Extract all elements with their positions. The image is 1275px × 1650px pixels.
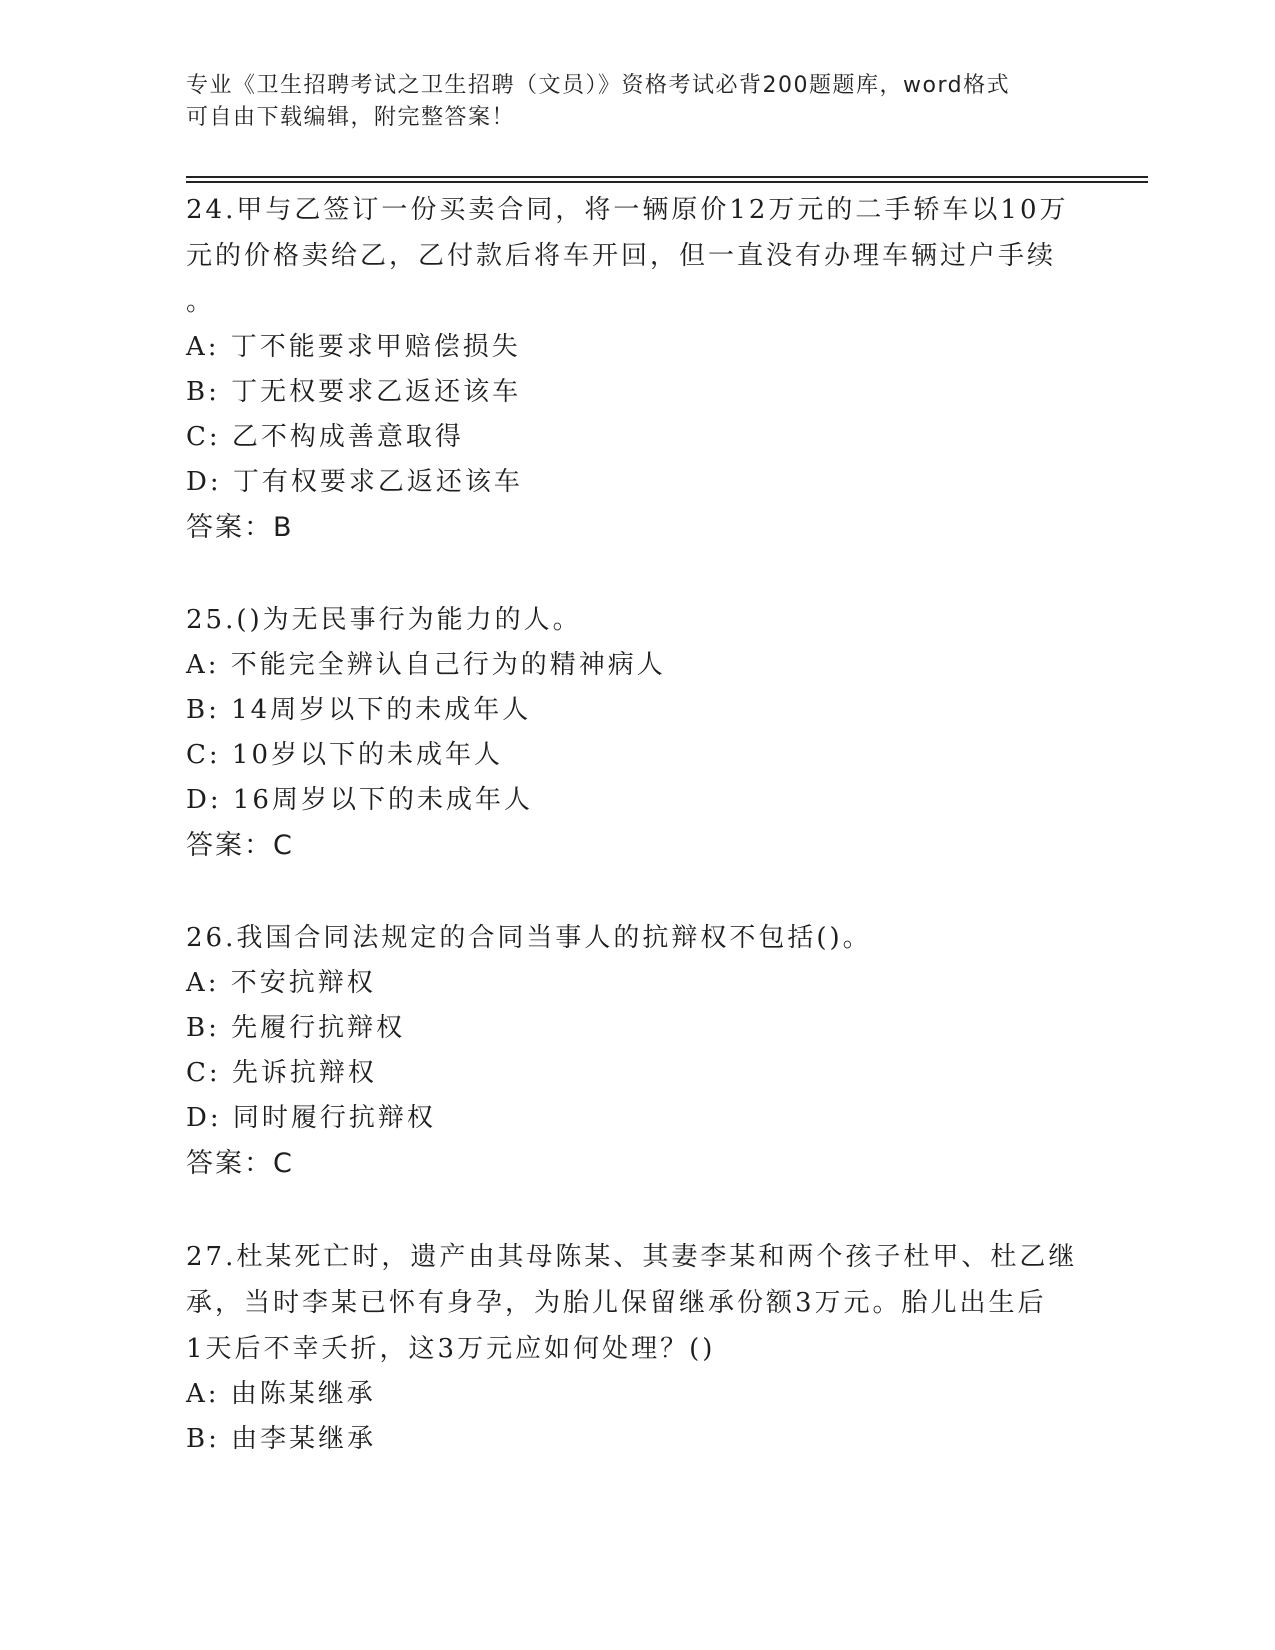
answer-line: 答案：B xyxy=(186,512,294,543)
option-b: B: 14周岁以下的未成年人 xyxy=(186,695,532,725)
header-line-2: 可自由下载编辑，附完整答案！ xyxy=(186,105,516,130)
header-line-1: 专业《卫生招聘考试之卫生招聘（文员）》资格考试必背200题题库，word格式 xyxy=(186,73,1011,98)
question-stem-line: 24.甲与乙签订一份买卖合同，将一辆原价12万元的二手轿车以10万 xyxy=(186,195,1069,225)
option-b: B: 丁无权要求乙返还该车 xyxy=(186,377,522,407)
question-stem-line: 25.()为无民事行为能力的人。 xyxy=(186,605,582,635)
document-header xyxy=(186,70,1086,134)
question-25 xyxy=(186,597,1086,869)
question-stem-line: 承，当时李某已怀有身孕，为胎儿保留继承份额3万元。胎儿出生后 xyxy=(186,1288,1047,1318)
question-stem-line: 26.我国合同法规定的合同当事人的抗辩权不包括()。 xyxy=(186,923,872,953)
question-26 xyxy=(186,915,1086,1187)
option-b: B: 先履行抗辩权 xyxy=(186,1013,406,1043)
option-a: A: 丁不能要求甲赔偿损失 xyxy=(186,332,521,362)
option-a: A: 不安抗辩权 xyxy=(186,968,376,998)
question-27 xyxy=(186,1234,1086,1462)
question-stem-line: 元的价格卖给乙，乙付款后将车开回，但一直没有办理车辆过户手续 xyxy=(186,241,1057,271)
answer-line: 答案：C xyxy=(186,1148,294,1179)
option-d: D: 同时履行抗辩权 xyxy=(186,1103,436,1133)
header-divider-bottom xyxy=(186,181,1148,183)
question-stem-line: 27.杜某死亡时，遗产由其母陈某、其妻李某和两个孩子杜甲、杜乙继 xyxy=(186,1242,1078,1272)
option-c: C: 10岁以下的未成年人 xyxy=(186,740,504,770)
option-b: B: 由李某继承 xyxy=(186,1424,377,1454)
question-stem-line: 。 xyxy=(186,287,216,317)
option-a: A: 不能完全辨认自己行为的精神病人 xyxy=(186,650,666,680)
question-stem-line: 1天后不幸夭折，这3万元应如何处理？() xyxy=(186,1334,716,1364)
option-c: C: 乙不构成善意取得 xyxy=(186,422,464,452)
option-a: A: 由陈某继承 xyxy=(186,1379,376,1409)
question-24 xyxy=(186,187,1086,551)
option-d: D: 丁有权要求乙返还该车 xyxy=(186,467,523,497)
option-c: C: 先诉抗辩权 xyxy=(186,1058,377,1088)
header-divider-top xyxy=(186,176,1148,178)
answer-line: 答案：C xyxy=(186,830,294,861)
option-d: D: 16周岁以下的未成年人 xyxy=(186,785,533,815)
